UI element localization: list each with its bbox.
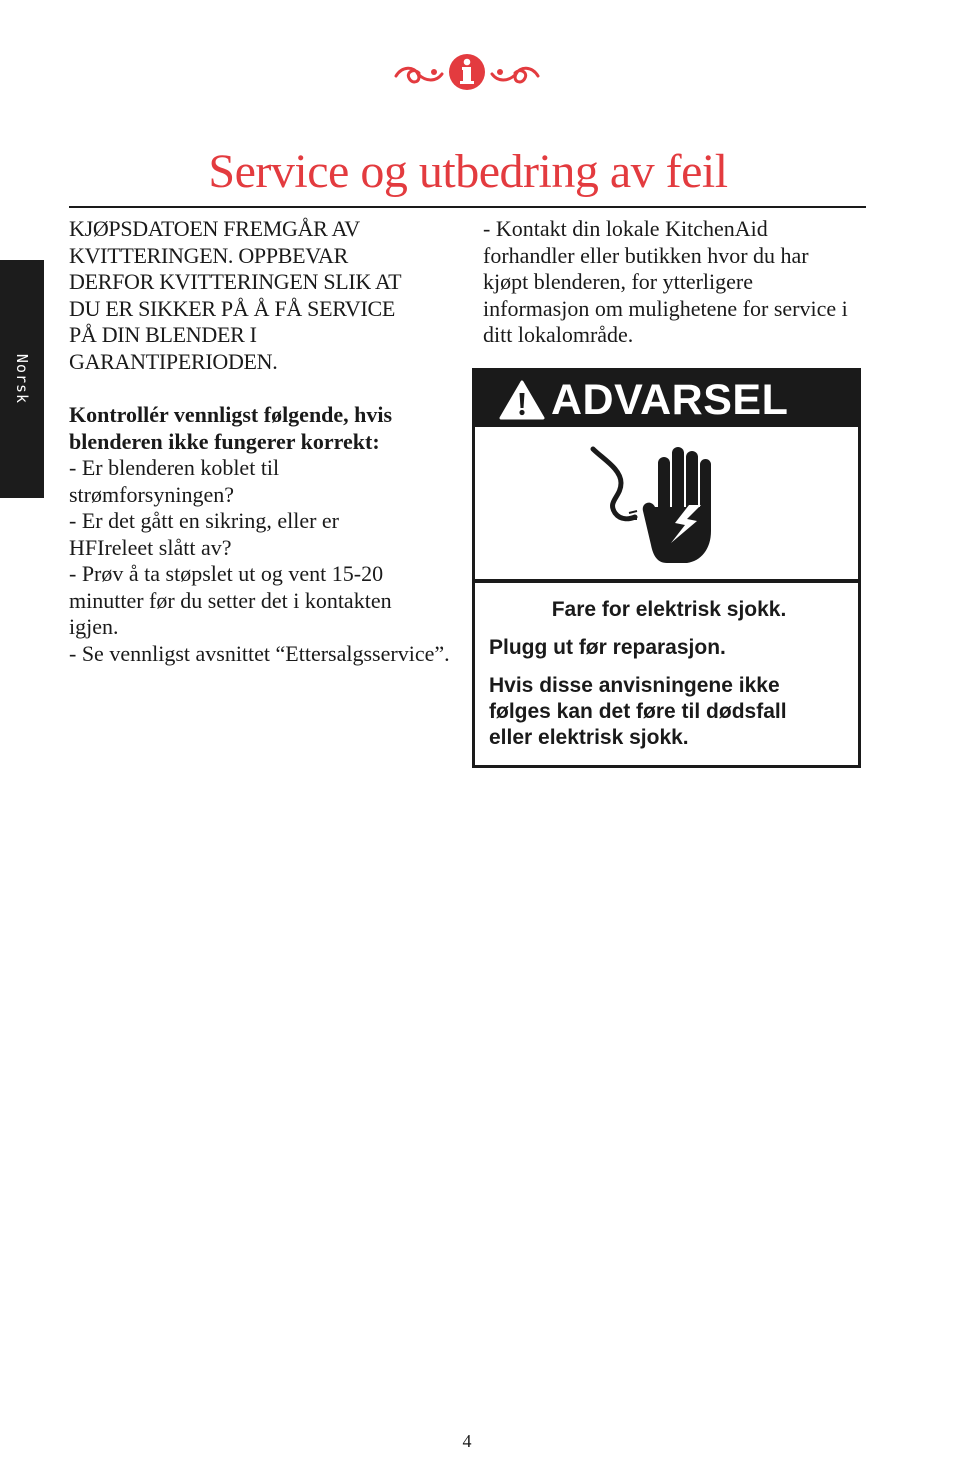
warning-header — [475, 371, 858, 427]
title-rule — [69, 206, 866, 208]
page-number: 4 — [462, 1431, 472, 1451]
info-ornament-icon — [392, 52, 542, 92]
warning-divider — [475, 579, 858, 583]
check-item: - Er blenderen koblet til — [69, 455, 280, 480]
check-heading: Kontrollér vennligst følgende, hvis blenderen ikke fungerer korrekt: — [69, 402, 393, 454]
contact-text: - Kontakt din lokale KitchenAid forhandler eller butikken hvor du har kjøpt blenderen, for ytterligere informasjon om mulighetene for service i ditt lokalområde. — [483, 216, 848, 347]
check-item: igjen. — [69, 614, 119, 639]
warning-text — [489, 597, 849, 763]
check-item: - Se vennligst avsnittet “Ettersalgsservice”. — [69, 640, 450, 666]
warning-triangle-icon — [499, 379, 545, 421]
electric-shock-hand-icon — [475, 427, 858, 579]
check-item: - Er det gått en sikring, eller er — [69, 508, 340, 533]
warning-label: ADVARSEL — [551, 376, 789, 424]
warning-line: Fare for elektrisk sjokk. — [551, 598, 787, 621]
page-title: Service og utbedring av feil — [208, 145, 728, 198]
check-item: strømforsyningen? — [69, 481, 234, 507]
check-item: - Prøv å ta støpslet ut og vent 15-20 — [69, 561, 384, 586]
check-list — [69, 455, 454, 667]
intro-text: KJØPSDATOEN FREMGÅR AV KVITTERINGEN. OPPBEVAR DERFOR KVITTERINGEN SLIK AT DU ER SIKKER PÅ Å FÅ SERVICE PÅ DIN BLENDER I GARANTIPERIODEN. — [69, 216, 402, 374]
warning-line: Plugg ut før reparasjon. — [489, 636, 726, 659]
warning-line: Hvis disse anvisningene ikke følges kan det føre til dødsfall eller elektrisk sjokk. — [489, 674, 787, 749]
language-label: Norsk — [13, 353, 31, 405]
check-item: minutter før du setter det i kontakten — [69, 587, 392, 613]
warning-box — [472, 368, 861, 768]
right-column — [483, 216, 871, 349]
language-tab — [0, 260, 44, 498]
left-column — [69, 216, 454, 667]
check-item: HFIreleet slått av? — [69, 534, 232, 560]
